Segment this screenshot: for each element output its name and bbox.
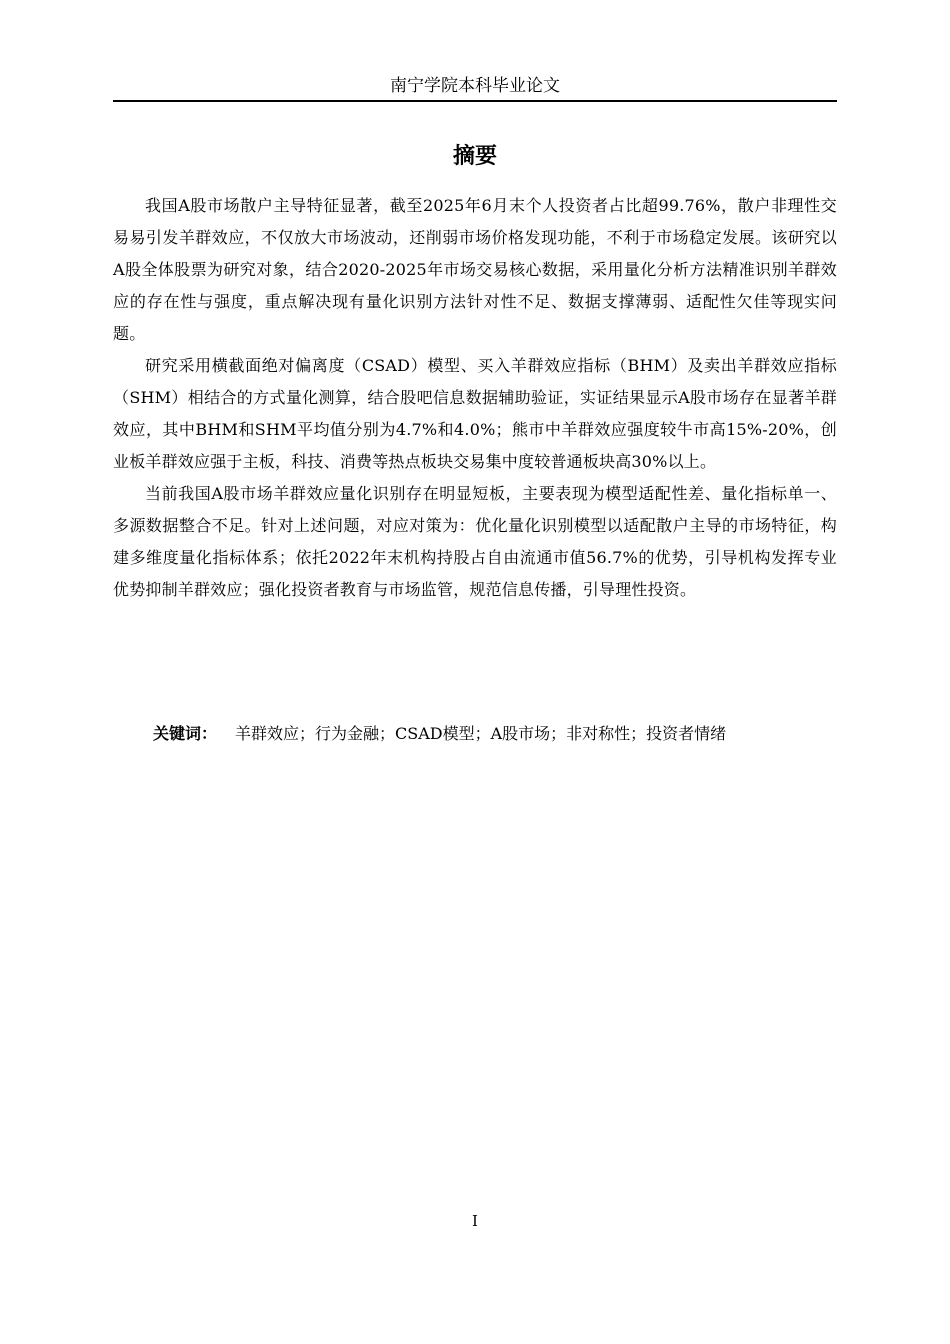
abstract-title: 摘要 — [452, 144, 497, 169]
abstract-body — [113, 190, 837, 606]
abstract-paragraph-3: 当前我国A股市场羊群效应量化识别存在明显短板，主要表现为模型适配性差、量化指标单一、多源数据整合不足。针对上述问题，对应对策为：优化量化识别模型以适配散户主导的市场特征，构建多维度量化指标体系；依托2022年末机构持股占自由流通市值56.7%的优势，引导机构发挥专业优势抑制羊群效应；强化投资者教育与市场监管，规范信息传播，引导理性投资。 — [113, 484, 837, 599]
abstract-paragraph-1: 我国A股市场散户主导特征显著，截至2025年6月末个人投资者占比超99.76%，散户非理性交易易引发羊群效应，不仅放大市场波动，还削弱市场价格发现功能，不利于市场稳定发展。该研究以A股全体股票为研究对象，结合2020-2025年市场交易核心数据，采用量化分析方法精准识别羊群效应的存在性与强度，重点解决现有量化识别方法针对性不足、数据支撑薄弱、适配性欠佳等现实问题。 — [113, 196, 837, 343]
header-divider — [113, 100, 837, 102]
keywords-text: 羊群效应；行为金融；CSAD模型；A股市场；非对称性；投资者情绪 — [235, 724, 727, 743]
keywords-line — [153, 718, 837, 750]
abstract-paragraph-2: 研究采用横截面绝对偏离度（CSAD）模型、买入羊群效应指标（BHM）及卖出羊群效应指标（SHM）相结合的方式量化测算，结合股吧信息数据辅助验证，实证结果显示A股市场存在显著羊群效应，其中BHM和SHM平均值分别为4.7%和4.0%；熊市中羊群效应强度较牛市高15%-20%，创业板羊群效应强于主板，科技、消费等热点板块交易集中度较普通板块高30%以上。 — [113, 356, 837, 471]
keywords-label: 关键词： — [153, 724, 218, 743]
running-header: 南宁学院本科毕业论文 — [390, 76, 560, 96]
page-number: I — [472, 1212, 478, 1230]
